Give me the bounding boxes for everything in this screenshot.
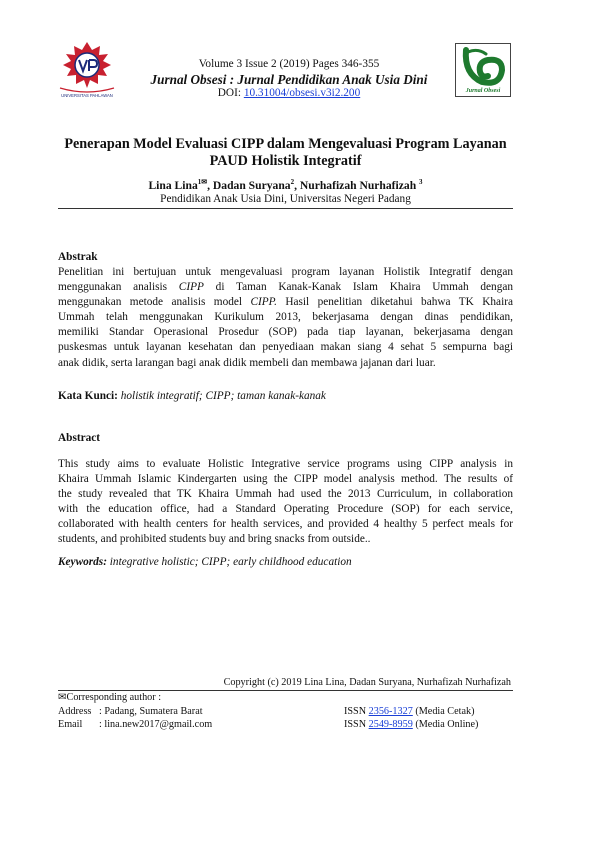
abstract-line: This study aims to evaluate Holistic Integrative service programs using CIPP analysis in	[58, 458, 513, 470]
author-3: , Nurhafizah Nurhafizah	[294, 179, 420, 192]
address-value: : Padang, Sumatera Barat	[99, 706, 203, 717]
address-label: Address	[58, 706, 92, 717]
header-divider	[58, 208, 513, 209]
journal-logo-label: Jurnal Obsesi	[465, 88, 501, 94]
abstract-line: collaborated with health centers for health services, and provided 4 healthy 5 perfect meals for	[58, 518, 513, 531]
issn-print-row	[344, 706, 474, 717]
abstrak-text: puskesmas untuk layanan kesehatan dan penyediaan makan siang 4 sehat 5 sempurna bagi	[58, 341, 513, 354]
abstrak-line	[58, 280, 513, 295]
article-title-line-2: PAUD Holistik Integratif	[209, 153, 362, 169]
kata-kunci-values: holistik integratif; CIPP; taman kanak-kanak	[117, 390, 326, 402]
issn-online-row	[344, 719, 478, 730]
kata-kunci	[58, 390, 326, 402]
issn-label: ISSN	[344, 706, 369, 717]
footer-divider	[58, 690, 513, 691]
issn-print-link[interactable]: 2356-1327	[368, 706, 413, 717]
author-1: Lina Lina	[148, 179, 198, 192]
abstract-line: Khaira Ummah Islamic Kindergarten using the CIPP model analysis method. The results of	[58, 473, 513, 486]
abstrak-text: di Taman Kanak-Kanak Islam Khaira Ummah dengan	[203, 281, 513, 294]
journal-volume-line: Volume 3 Issue 2 (2019) Pages 346-355	[198, 58, 380, 70]
kata-kunci-label: Kata Kunci:	[58, 390, 118, 402]
author-2-marker: 2	[290, 178, 295, 186]
doi-line	[130, 87, 448, 99]
keywords-values: integrative holistic; CIPP; early childhood education	[106, 556, 352, 568]
corresponding-author: ✉Corresponding author :	[58, 692, 162, 703]
journal-name: Jurnal Obsesi : Jurnal Pendidikan Anak Usia Dini	[150, 72, 428, 87]
abstrak-term: CIPP.	[250, 296, 277, 309]
article-title-line-1: Penerapan Model Evaluasi CIPP dalam Mengevaluasi Program Layanan	[64, 136, 507, 152]
abstrak-line	[58, 340, 513, 355]
doi-label: DOI:	[217, 87, 244, 99]
abstrak-text: menggunakan metode analisis model	[58, 296, 251, 309]
affiliation: Pendidikan Anak Usia Dini, Universitas Negeri Padang	[160, 193, 411, 205]
issn-label: ISSN	[344, 719, 369, 730]
abstrak-text: Penelitian ini bertujuan untuk mengevaluasi program layanan Holistik Integratif dengan	[58, 266, 513, 278]
journal-logo	[455, 43, 511, 97]
author-list	[58, 178, 513, 192]
abstrak-line	[58, 325, 513, 340]
abstrak-line	[58, 295, 513, 310]
issn-print-note: (Media Cetak)	[412, 706, 475, 717]
address-row	[58, 706, 203, 717]
keywords-label: Keywords:	[58, 556, 107, 568]
journal-logo-icon	[456, 44, 510, 96]
abstrak-body	[58, 265, 513, 371]
abstract-line: the study revealed that TK Khaira Ummah had used the 2013 Curriculum, in collaboration	[58, 488, 513, 501]
abstrak-term: CIPP	[178, 281, 204, 294]
abstrak-heading: Abstrak	[58, 251, 98, 263]
university-logo-label: UNIVERSITAS PAHLAWAN	[61, 93, 113, 98]
abstrak-text: Ummah telah menggunakan Kurikulum 2013, bekerjasama dengan dinas pendidikan,	[58, 311, 513, 324]
abstract-line: with the education office, had a Standard Operating Procedure (SOP) for each service,	[58, 503, 513, 516]
abstract-body	[58, 457, 513, 548]
abstrak-text: memiliki Standar Operasional Prosedur (SOP) pada tiap layanan, bekerjasama dengan	[58, 326, 513, 339]
copyright-notice: Copyright (c) 2019 Lina Lina, Dadan Suryana, Nurhafizah Nurhafizah	[223, 677, 511, 688]
abstract-heading: Abstract	[58, 432, 101, 444]
abstrak-text: Hasil penelitian diketahui bahwa TK Khaira	[276, 296, 513, 309]
email-label: Email	[58, 719, 83, 730]
abstrak-line	[58, 356, 513, 371]
abstrak-line	[58, 265, 513, 280]
issn-online-link[interactable]: 2549-8959	[368, 719, 413, 730]
email-value: : lina.new2017@gmail.com	[99, 719, 213, 730]
abstrak-line	[58, 310, 513, 325]
abstract-line: students, and prohibited students buy and bring snacks from outside..	[58, 533, 371, 546]
keywords	[58, 556, 352, 568]
email-row	[58, 719, 212, 730]
author-3-marker: 3	[419, 178, 423, 186]
author-1-marker: 1✉	[197, 178, 208, 186]
author-2: , Dadan Suryana	[207, 179, 291, 192]
abstrak-text: menggunakan analisis	[58, 281, 179, 294]
issn-online-note: (Media Online)	[412, 719, 479, 730]
doi-link[interactable]: 10.31004/obsesi.v3i2.200	[243, 87, 361, 99]
abstrak-text: anak didik, serta larangan bagi anak didik membeli dan membawa jajanan dari luar.	[58, 356, 436, 369]
university-logo-icon	[52, 40, 122, 100]
